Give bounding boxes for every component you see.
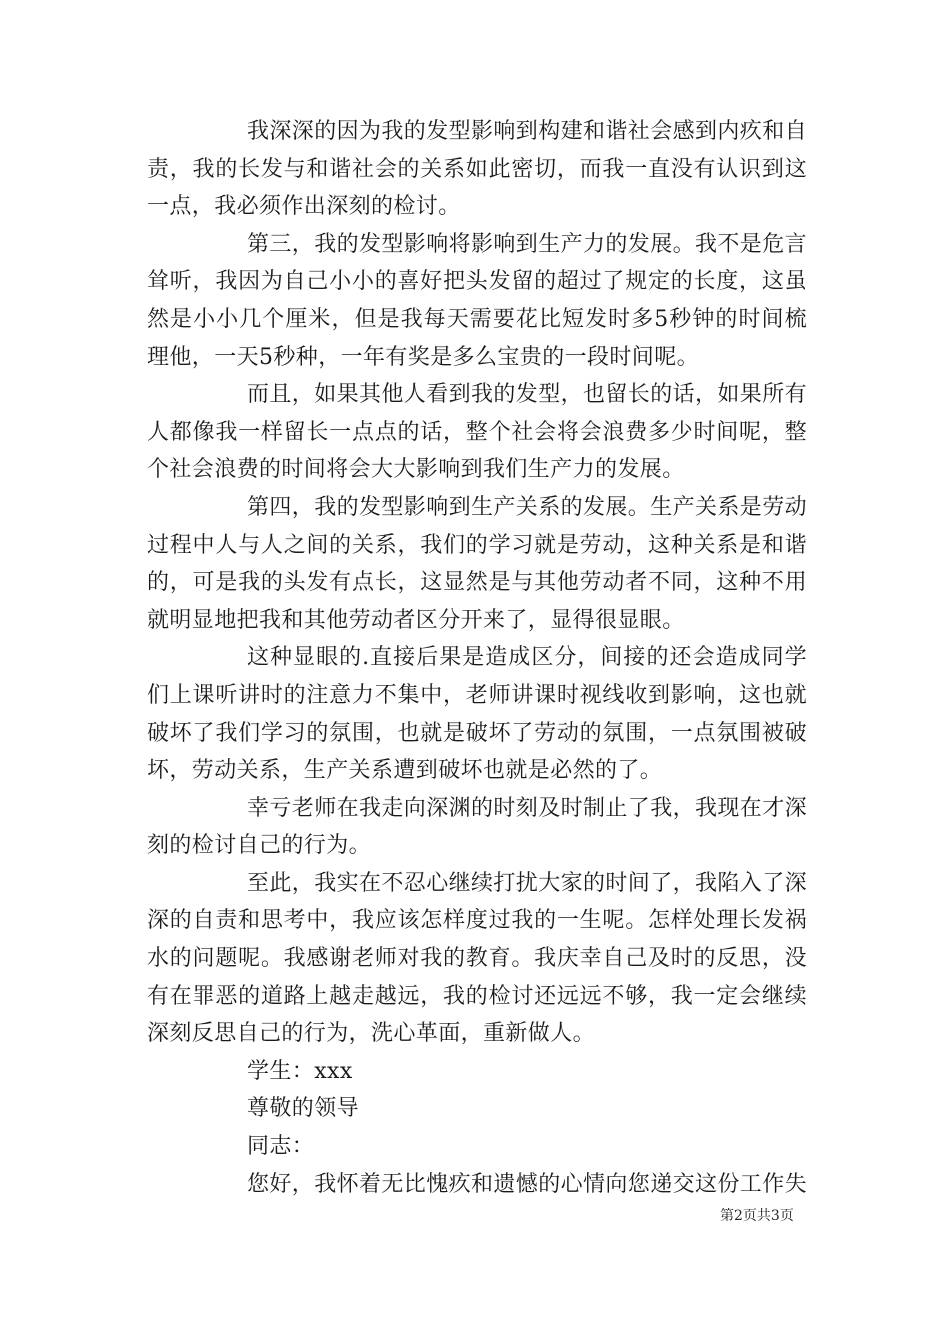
paragraph-5: 这种显眼的.直接后果是造成区分，间接的还会造成同学们上课听讲时的注意力不集中，老师讲课时视线收到影响，这也就破坏了我们学习的氛围，也就是破坏了劳动的氛围，一点氛围被破坏，劳动关系，生产关系遭到破坏也就是必然的了。 — [147, 645, 807, 784]
signature-line: 学生：xxx — [247, 1058, 353, 1084]
document-body — [147, 113, 807, 1203]
page-number-footer: 第2页共3页 — [720, 1208, 794, 1224]
salutation-line-1: 尊敬的领导 — [247, 1096, 360, 1122]
closing-paragraph: 您好，我怀着无比愧疚和遗憾的心情向您递交这份工作失 — [247, 1171, 808, 1197]
paragraph-1: 我深深的因为我的发型影响到构建和谐社会感到内疚和自责，我的长发与和谐社会的关系如此密切，而我一直没有认识到这一点，我必须作出深刻的检讨。 — [147, 119, 808, 220]
paragraph-2: 第三，我的发型影响将影响到生产力的发展。我不是危言耸听，我因为自己小小的喜好把头发留的超过了规定的长度，这虽然是小小几个厘米，但是我每天需要花比短发时多5秒钟的时间梳理他，一天5秒种，一年有奖是多么宝贵的一段时间呢。 — [147, 231, 808, 370]
paragraph-3: 而且，如果其他人看到我的发型，也留长的话，如果所有人都像我一样留长一点点的话，整个社会将会浪费多少时间呢，整个社会浪费的时间将会大大影响到我们生产力的发展。 — [147, 382, 808, 483]
paragraph-6: 幸亏老师在我走向深渊的时刻及时制止了我，我现在才深刻的检讨自己的行为。 — [147, 795, 808, 859]
paragraph-7: 至此，我实在不忍心继续打扰大家的时间了，我陷入了深深的自责和思考中，我应该怎样度过我的一生呢。怎样处理长发祸水的问题呢。我感谢老师对我的教育。我庆幸自己及时的反思，没有在罪恶的道路上越走越远，我的检讨还远远不够，我一定会继续深刻反思自己的行为，洗心革面，重新做人。 — [147, 870, 808, 1047]
paragraph-4: 第四，我的发型影响到生产关系的发展。生产关系是劳动过程中人与人之间的关系，我们的学习就是劳动，这种关系是和谐的，可是我的头发有点长，这显然是与其他劳动者不同，这种不用就明显地把我和其他劳动者区分开来了，显得很显眼。 — [147, 494, 808, 633]
salutation-line-2: 同志： — [247, 1134, 315, 1160]
